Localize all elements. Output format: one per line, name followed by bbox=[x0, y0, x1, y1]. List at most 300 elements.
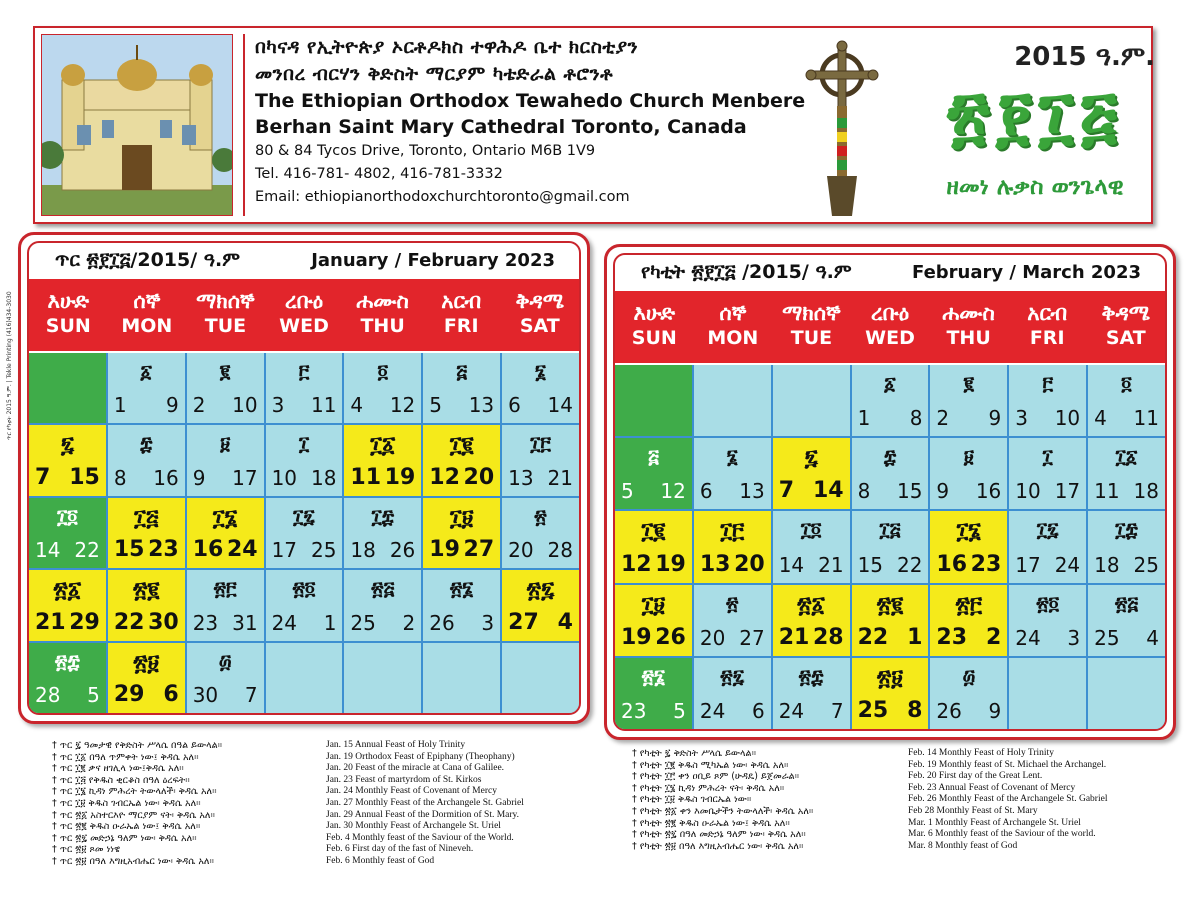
ethiopian-day-arabic: 2 bbox=[936, 406, 950, 431]
day-cell bbox=[187, 498, 264, 568]
ethiopian-day-arabic: 15 bbox=[113, 537, 145, 563]
day-cell bbox=[694, 585, 771, 656]
ethiopian-day-arabic: 22 bbox=[113, 609, 145, 635]
gregorian-day: 20 bbox=[734, 551, 765, 577]
gregorian-day: 24 bbox=[226, 537, 258, 563]
day-cell bbox=[108, 425, 185, 495]
ethiopian-day-number: ፬ bbox=[377, 361, 389, 383]
cal1-title-amharic: ጥር ፳፻፲፭/2015/ ዓ.ም bbox=[55, 249, 240, 271]
ethiopian-day-arabic: 27 bbox=[508, 609, 539, 635]
day-cell bbox=[852, 658, 929, 729]
ethiopian-day-number: ፲፩ bbox=[1115, 446, 1138, 469]
ethiopian-day-arabic: 21 bbox=[35, 609, 66, 635]
gregorian-day: 2 bbox=[985, 624, 1002, 650]
gregorian-day: 16 bbox=[153, 465, 179, 490]
gregorian-day: 8 bbox=[909, 406, 923, 431]
gregorian-day: 14 bbox=[547, 393, 573, 418]
header-banner bbox=[33, 26, 1153, 224]
day-cell bbox=[773, 658, 850, 729]
ethiopian-day-arabic: 6 bbox=[699, 479, 713, 504]
note: Feb. 6 Monthly feast of God bbox=[326, 855, 435, 866]
ethiopian-day-arabic: 19 bbox=[429, 537, 460, 563]
note: Feb. 26 Monthly Feast of the Archangele St. Gabriel bbox=[908, 794, 1108, 805]
note: Feb. 20 First day of the Great Lent. bbox=[908, 771, 1043, 782]
day-cell bbox=[344, 570, 421, 640]
day-cell bbox=[423, 570, 500, 640]
note: † የካቲት ፲፮ ኪዳነ ምሕረት ናት፡ ቅዳሴ አለ። bbox=[632, 782, 785, 794]
gregorian-day: 15 bbox=[69, 464, 100, 490]
gregorian-day: 8 bbox=[907, 697, 923, 723]
gregorian-day: 18 bbox=[1133, 479, 1159, 504]
gregorian-day: 10 bbox=[232, 393, 258, 418]
ethiopian-day-arabic: 17 bbox=[271, 538, 298, 563]
note: † ጥር ፲፭ የቅዱስ ቂርቆስ በዓለ ዕረፍት። bbox=[52, 774, 190, 786]
note: Feb 28 Monthly Feast of St. Mary bbox=[908, 805, 1038, 816]
ethiopian-day-arabic: 29 bbox=[113, 682, 145, 707]
weekday-mon: ሰኞ MON bbox=[707, 301, 759, 349]
ethiopian-day-arabic: 10 bbox=[271, 465, 298, 490]
ethiopian-day-arabic: 23 bbox=[192, 610, 219, 635]
ethiopian-day-arabic: 11 bbox=[350, 464, 382, 490]
day-cell bbox=[29, 570, 106, 640]
day-cell bbox=[108, 643, 185, 713]
ethiopian-day-number: ፳፰ bbox=[798, 665, 824, 688]
day-cell bbox=[1009, 511, 1086, 582]
day-cell bbox=[694, 365, 771, 436]
day-cell bbox=[773, 511, 850, 582]
ethiopian-day-number: ፳፪ bbox=[876, 592, 904, 618]
note: † የካቲት ፳፪ ቅዱስ ዑራኤል ነው፤ ቅዳሴ አለ። bbox=[632, 817, 790, 829]
ethiopian-day-number: ፱ bbox=[963, 446, 974, 469]
day-cell bbox=[1088, 585, 1165, 656]
ethiopian-day-number: ፯ bbox=[804, 446, 818, 472]
church-info bbox=[243, 34, 806, 216]
day-cell bbox=[852, 511, 929, 582]
ethiopian-day-number: ፱ bbox=[220, 433, 231, 456]
ethiopian-day-number: ፭ bbox=[456, 361, 468, 383]
ethiopian-day-number: ፲፫ bbox=[720, 519, 745, 545]
day-cell bbox=[29, 425, 106, 495]
big-year-geez: ፳፻፲፭ bbox=[946, 77, 1124, 154]
note: † ጥር ፳፱ ጾመ ነነዌ bbox=[52, 844, 121, 856]
ethiopian-day-number: ፳፫ bbox=[213, 578, 237, 601]
day-cell bbox=[344, 425, 421, 495]
day-cell bbox=[852, 365, 929, 436]
gregorian-day: 15 bbox=[896, 479, 923, 504]
note: Feb. 19 Monthly feast of St. Michael the Archangel. bbox=[908, 759, 1107, 770]
ethiopian-day-arabic: 11 bbox=[1094, 479, 1120, 504]
day-cell bbox=[502, 498, 579, 568]
church-name-english-1: The Ethiopian Orthodox Tewahedo Church Menbere bbox=[255, 90, 806, 112]
note: † ጥር ፲፮ ኪዳነ ምሕረት ትውላለች፡ ቅዳሴ አለ። bbox=[52, 786, 217, 798]
day-cell bbox=[423, 643, 500, 713]
day-cell bbox=[502, 570, 579, 640]
day-cell bbox=[773, 585, 850, 656]
ethiopian-day-arabic: 10 bbox=[1015, 479, 1041, 504]
note: Jan. 20 Feast of the miracle at Cana of Galilee. bbox=[326, 763, 505, 774]
gregorian-day: 21 bbox=[818, 552, 844, 577]
ethiopian-day-arabic: 12 bbox=[621, 551, 652, 577]
ethiopian-day-number: ፮ bbox=[535, 361, 547, 383]
ethiopian-day-arabic: 24 bbox=[699, 698, 726, 723]
weekday-wed: ረቡዕ WED bbox=[279, 289, 329, 337]
gregorian-day: 30 bbox=[148, 609, 179, 635]
note: † ጥር ፲፱ ቅዱስ ገብርኤል ነው፡ ቅዳሴ አለ። bbox=[52, 797, 201, 809]
calendar-january-february bbox=[18, 232, 590, 724]
ethiopian-day-arabic: 15 bbox=[857, 552, 884, 577]
ethiopian-day-number: ፲፬ bbox=[57, 505, 78, 528]
gregorian-day: 19 bbox=[384, 464, 416, 490]
gregorian-day: 31 bbox=[232, 610, 258, 635]
cal2-weekday-header bbox=[615, 291, 1165, 363]
weekday-sun: እሁድ SUN bbox=[631, 301, 677, 349]
ethiopian-day-number: ፲፫ bbox=[530, 433, 551, 456]
day-cell bbox=[266, 353, 343, 423]
note: † ጥር ፳፩ አስተርእዮ ማርያም ናት፡ ቅዳሴ አለ። bbox=[52, 809, 215, 821]
gregorian-day: 23 bbox=[148, 537, 179, 563]
day-cell bbox=[615, 511, 692, 582]
ethiopian-day-arabic: 2 bbox=[192, 393, 206, 418]
gregorian-day: 13 bbox=[739, 479, 765, 504]
ethiopian-day-number: ፳፯ bbox=[720, 665, 745, 688]
ethiopian-day-number: ፲ bbox=[1042, 446, 1053, 469]
gregorian-day: 19 bbox=[655, 551, 686, 577]
ethiopian-day-number: ፳፭ bbox=[1114, 592, 1139, 615]
note: † የካቲት ፳፩ ቀን እመቤታችን ትውላለች፡ ቅዳሴ አለ። bbox=[632, 805, 814, 817]
day-cell bbox=[615, 658, 692, 729]
note: Feb. 4 Monthly feast of the Saviour of the World. bbox=[326, 832, 514, 843]
note: † ጥር ፯ ዓመታዊ የቅድስት ሥላሴ በዓል ይውላል። bbox=[52, 740, 223, 751]
gregorian-day: 3 bbox=[1067, 625, 1081, 650]
day-cell bbox=[29, 498, 106, 568]
ethiopian-day-arabic: 4 bbox=[350, 393, 364, 418]
day-cell bbox=[266, 498, 343, 568]
ethiopian-day-number: ፩ bbox=[884, 373, 896, 395]
ethiopian-day-arabic: 24 bbox=[271, 610, 298, 635]
day-cell bbox=[29, 353, 106, 423]
ethiopian-day-arabic: 7 bbox=[35, 464, 51, 490]
day-cell bbox=[1009, 365, 1086, 436]
gregorian-day: 4 bbox=[557, 609, 573, 635]
weekday-thu: ሐሙስ THU bbox=[942, 301, 995, 349]
church-phone: Tel. 416-781- 4802, 416-781-3332 bbox=[255, 166, 503, 182]
ethiopian-day-number: ፲፪ bbox=[449, 433, 474, 459]
day-cell bbox=[266, 425, 343, 495]
ethiopian-day-number: ፳፩ bbox=[797, 592, 826, 618]
ethiopian-day-number: ፲ bbox=[298, 433, 310, 456]
cal2-notes-english bbox=[908, 748, 1107, 852]
ethiopian-day-number: ፲፱ bbox=[450, 505, 474, 531]
gregorian-day: 6 bbox=[163, 682, 179, 707]
ethiopian-day-arabic: 8 bbox=[857, 479, 871, 504]
gregorian-day: 6 bbox=[751, 698, 765, 723]
ethiopian-day-arabic: 26 bbox=[936, 698, 962, 723]
ethiopian-day-number: ፳፪ bbox=[133, 578, 160, 604]
gregorian-day: 22 bbox=[896, 552, 923, 577]
day-cell bbox=[108, 353, 185, 423]
ethiopian-day-number: ፲፪ bbox=[641, 519, 666, 545]
note: † የካቲት ፲፱ ቅዱስ ገብርኤል ነው። bbox=[632, 794, 752, 806]
day-cell bbox=[615, 438, 692, 509]
day-cell bbox=[930, 365, 1007, 436]
ethiopian-day-arabic: 17 bbox=[1015, 552, 1041, 577]
note: † ጥር ፳፱ በዓለ እግዚአብሔር ነው፡ ቅዳሴ አለ። bbox=[52, 855, 214, 867]
weekday-sun: እሁድ SUN bbox=[45, 289, 91, 337]
gregorian-day: 12 bbox=[660, 479, 686, 504]
ethiopian-day-arabic: 16 bbox=[192, 537, 224, 563]
day-cell bbox=[423, 353, 500, 423]
weekday-sat: ቅዳሜ SAT bbox=[515, 289, 565, 337]
weekday-fri: አርብ FRI bbox=[441, 289, 482, 337]
ethiopian-day-number: ፳፱ bbox=[877, 665, 903, 691]
gregorian-day: 17 bbox=[1054, 479, 1081, 504]
cal1-notes-amharic bbox=[52, 740, 222, 868]
note: † የካቲት ፲፪ ቅዱስ ሚካኤል ነው፡ ቅዳሴ አለ። bbox=[632, 759, 789, 771]
gregorian-day: 28 bbox=[812, 624, 844, 650]
ethiopian-day-arabic: 6 bbox=[508, 393, 521, 418]
day-cell bbox=[852, 585, 929, 656]
day-cell bbox=[266, 570, 343, 640]
gregorian-day: 17 bbox=[232, 465, 258, 490]
day-cell bbox=[344, 498, 421, 568]
church-name-amharic-1: በካናዳ የኢትዮጵያ ኦርቶዶክስ ተዋሕዶ ቤተ ክርስቲያን bbox=[255, 36, 639, 58]
ethiopian-day-arabic: 1 bbox=[113, 393, 127, 418]
gregorian-day: 5 bbox=[673, 698, 686, 723]
ethiopian-day-number: ፪ bbox=[963, 373, 975, 395]
gregorian-day: 25 bbox=[310, 538, 337, 563]
gregorian-day: 9 bbox=[988, 406, 1002, 431]
ethiopian-day-arabic: 13 bbox=[508, 465, 534, 490]
ethiopian-day-arabic: 21 bbox=[778, 624, 810, 650]
ethiopian-day-number: ፲፮ bbox=[956, 519, 982, 545]
ethiopian-day-number: ፲፩ bbox=[370, 433, 396, 459]
note: † ጥር ፳፪ ቅዱስ ዑራኤል ነው፤ ቅዳሴ አለ። bbox=[52, 821, 201, 833]
cal1-title-english: January / February 2023 bbox=[311, 250, 555, 271]
ethiopian-day-arabic: 5 bbox=[621, 479, 634, 504]
gregorian-day: 14 bbox=[812, 478, 844, 504]
church-address: 80 & 84 Tycos Drive, Toronto, Ontario M6B 1V9 bbox=[255, 143, 596, 159]
ethiopian-day-arabic: 24 bbox=[1015, 625, 1041, 650]
note: † ጥር ፲፪ ቃና ዘገሊላ ነው፤ቅዳሴ አለ። bbox=[52, 763, 184, 775]
gospel-era: ዘመነ ሉቃስ ወንጌላዊ bbox=[946, 174, 1124, 200]
gregorian-day: 1 bbox=[907, 624, 923, 650]
weekday-fri: አርብ FRI bbox=[1027, 301, 1068, 349]
weekday-tue: ማክሰኞ TUE bbox=[782, 301, 841, 349]
gregorian-day: 23 bbox=[970, 551, 1002, 577]
note: Jan. 23 Feast of martyrdom of St. Kirkos bbox=[326, 774, 482, 785]
note: Jan. 27 Monthly Feast of the Archangele St. Gabriel bbox=[326, 797, 524, 808]
ethiopian-day-arabic: 30 bbox=[192, 683, 219, 707]
ethiopian-day-arabic: 7 bbox=[778, 478, 795, 504]
church-name-amharic-2: መንበረ ብርሃን ቅድስት ማርያም ካቴድራል ቶሮንቶ bbox=[255, 63, 614, 85]
ethiopian-day-number: ፳፯ bbox=[526, 578, 555, 604]
gregorian-day: 20 bbox=[463, 464, 495, 490]
day-cell bbox=[694, 438, 771, 509]
gregorian-day: 3 bbox=[481, 610, 495, 635]
day-cell bbox=[773, 365, 850, 436]
cal2-title-amharic: የካቲት ፳፻፲፭ /2015/ ዓ.ም bbox=[641, 261, 852, 283]
day-cell bbox=[694, 658, 771, 729]
note: Mar. 8 Monthly feast of God bbox=[908, 840, 1018, 851]
ethiopian-day-number: ፲፮ bbox=[212, 505, 238, 531]
ethiopian-day-arabic: 18 bbox=[350, 538, 376, 563]
ethiopian-day-number: ፭ bbox=[647, 446, 659, 469]
ethiopian-day-arabic: 20 bbox=[699, 625, 726, 650]
ethiopian-day-arabic: 3 bbox=[1015, 406, 1029, 431]
day-cell bbox=[1088, 365, 1165, 436]
ethiopian-day-number: ፳፬ bbox=[292, 578, 316, 601]
gregorian-day: 27 bbox=[739, 625, 765, 650]
gregorian-day: 29 bbox=[69, 609, 100, 635]
ethiopian-day-number: ፳፩ bbox=[53, 578, 82, 604]
day-cell bbox=[502, 425, 579, 495]
gregorian-day: 5 bbox=[87, 683, 100, 707]
day-cell bbox=[29, 643, 106, 713]
ethiopian-day-number: ፳፰ bbox=[55, 650, 80, 673]
note: † የካቲት ፯ ቅድስት ሥላሴ ይውላል። bbox=[632, 748, 757, 759]
ethiopian-day-arabic: 5 bbox=[429, 393, 443, 418]
day-cell bbox=[1088, 511, 1165, 582]
ethiopian-day-arabic: 28 bbox=[35, 683, 61, 707]
ethiopian-day-number: ፰ bbox=[140, 433, 153, 456]
ethiopian-day-arabic: 16 bbox=[936, 551, 968, 577]
day-cell bbox=[1009, 438, 1086, 509]
day-cell bbox=[423, 498, 500, 568]
ethiopian-day-arabic: 13 bbox=[699, 551, 731, 577]
ethiopian-day-number: ፲፭ bbox=[879, 519, 901, 542]
day-cell bbox=[423, 425, 500, 495]
ethiopian-day-arabic: 25 bbox=[1094, 625, 1120, 650]
calendar-february-march bbox=[604, 244, 1176, 740]
ethiopian-day-arabic: 25 bbox=[350, 610, 376, 635]
day-cell bbox=[930, 511, 1007, 582]
day-cell bbox=[266, 643, 343, 713]
ethiopian-day-number: ፲፱ bbox=[641, 592, 666, 618]
note: † የካቲት ፲፫ ቀን ዐቢይ ጾም (ሁዳዴ) ይጀመራል። bbox=[632, 771, 800, 783]
gregorian-day: 9 bbox=[165, 393, 179, 418]
ethiopian-day-arabic: 25 bbox=[857, 697, 889, 723]
note: Feb. 14 Monthly Feast of Holy Trinity bbox=[908, 748, 1054, 758]
note: Jan. 29 Annual Feast of the Dormition of St. Mary. bbox=[326, 809, 520, 820]
ethiopian-day-arabic: 1 bbox=[857, 406, 871, 431]
gregorian-day: 21 bbox=[547, 465, 573, 490]
ethiopian-day-arabic: 12 bbox=[429, 464, 460, 490]
day-cell bbox=[1009, 658, 1086, 729]
note: † ጥር ፳፯ መድኃኔ ዓለም ነው፡ ቅዳሴ አለ። bbox=[52, 832, 197, 844]
ethiopian-day-arabic: 20 bbox=[508, 538, 534, 563]
ethiopian-day-number: ፲፭ bbox=[134, 505, 159, 531]
gregorian-day: 26 bbox=[389, 538, 416, 563]
ethiopian-day-number: ፲፰ bbox=[1115, 519, 1138, 542]
day-cell bbox=[615, 585, 692, 656]
printer-note: ጥር የካቲት 2015 ዓ.ም. | Tekle Printing (416)434-3030 bbox=[6, 291, 13, 440]
day-cell bbox=[187, 353, 264, 423]
ethiopian-day-arabic: 24 bbox=[778, 698, 805, 723]
ethiopian-day-arabic: 4 bbox=[1094, 406, 1107, 431]
gregorian-day: 12 bbox=[389, 393, 416, 418]
day-cell bbox=[773, 438, 850, 509]
ethiopian-day-number: ፩ bbox=[140, 361, 153, 383]
ethiopian-day-arabic: 19 bbox=[621, 624, 652, 650]
day-cell bbox=[344, 643, 421, 713]
day-cell bbox=[344, 353, 421, 423]
ethiopian-day-arabic: 14 bbox=[778, 552, 805, 577]
ethiopian-day-arabic: 26 bbox=[429, 610, 455, 635]
note: Jan. 19 Orthodox Feast of Epiphany (Theophany) bbox=[326, 751, 515, 762]
weekday-sat: ቅዳሜ SAT bbox=[1101, 301, 1151, 349]
ethiopian-day-number: ፰ bbox=[883, 446, 897, 469]
note: Jan. 30 Monthly Feast of Archangele St. Uriel bbox=[326, 821, 501, 832]
ethiopian-day-number: ፴ bbox=[218, 650, 232, 673]
cal1-notes-english bbox=[326, 740, 524, 868]
note: † የካቲት ፳፯ በዓለ መድኃኔ ዓለም ነው፡ ቅዳሴ አለ። bbox=[632, 829, 806, 841]
cal2-title-english: February / March 2023 bbox=[912, 262, 1141, 283]
day-cell bbox=[1088, 658, 1165, 729]
ethiopian-day-arabic: 3 bbox=[271, 393, 285, 418]
gregorian-day: 26 bbox=[655, 624, 686, 650]
ethiopian-day-number: ፲፯ bbox=[293, 505, 315, 528]
gregorian-day: 2 bbox=[402, 610, 416, 635]
day-cell bbox=[187, 643, 264, 713]
gregorian-day: 27 bbox=[463, 537, 495, 563]
day-cell bbox=[930, 585, 1007, 656]
ethiopian-day-arabic: 14 bbox=[35, 538, 61, 563]
day-cell bbox=[615, 365, 692, 436]
day-cell bbox=[108, 570, 185, 640]
day-cell bbox=[1009, 585, 1086, 656]
gregorian-day: 7 bbox=[830, 698, 844, 723]
day-cell bbox=[108, 498, 185, 568]
gregorian-day: 1 bbox=[323, 610, 337, 635]
church-name-english-2: Berhan Saint Mary Cathedral Toronto, Canada bbox=[255, 116, 747, 138]
day-cell bbox=[502, 353, 579, 423]
ethiopian-day-number: ፳፫ bbox=[955, 592, 983, 618]
ethiopian-day-number: ፳ bbox=[534, 505, 547, 528]
ethiopian-day-number: ፬ bbox=[1121, 373, 1132, 395]
ethiopian-day-number: ፲፰ bbox=[371, 505, 395, 528]
cal2-day-grid bbox=[615, 365, 1165, 729]
ethiopian-day-arabic: 8 bbox=[113, 465, 127, 490]
day-cell bbox=[930, 438, 1007, 509]
ethiopian-day-number: ፫ bbox=[298, 361, 310, 383]
ethiopian-day-number: ፳፱ bbox=[133, 650, 160, 676]
gregorian-day: 16 bbox=[975, 479, 1002, 504]
ethiopian-day-number: ፴ bbox=[962, 665, 976, 688]
note: Feb. 23 Annual Feast of Covenant of Mercy bbox=[908, 782, 1076, 793]
gregorian-day: 22 bbox=[74, 538, 100, 563]
ethiopian-day-arabic: 23 bbox=[621, 698, 647, 723]
ethiopian-day-number: ፳ bbox=[726, 592, 739, 615]
note: Jan. 15 Annual Feast of Holy Trinity bbox=[326, 740, 466, 750]
ethiopian-day-number: ፮ bbox=[726, 446, 738, 469]
weekday-tue: ማክሰኞ TUE bbox=[196, 289, 255, 337]
ethiopian-day-arabic: 18 bbox=[1094, 552, 1120, 577]
gregorian-day: 11 bbox=[1133, 406, 1159, 431]
gregorian-day: 18 bbox=[310, 465, 337, 490]
gregorian-day: 9 bbox=[988, 698, 1002, 723]
note: † የካቲት ፳፱ በዓለ እግዚአብሔር ነው፡ ቅዳሴ አለ። bbox=[632, 840, 804, 852]
gregorian-day: 4 bbox=[1146, 625, 1159, 650]
note: Jan. 24 Monthly Feast of Covenant of Mercy bbox=[326, 786, 497, 797]
cal2-notes-amharic bbox=[632, 748, 813, 852]
gregorian-day: 24 bbox=[1054, 552, 1081, 577]
ethiopian-day-number: ፳፮ bbox=[641, 665, 666, 688]
ethiopian-day-number: ፳፭ bbox=[371, 578, 395, 601]
year-label: 2015 ዓ.ም. bbox=[1014, 42, 1155, 72]
note: Mar. 6 Monthly feast of the Saviour of the world. bbox=[908, 829, 1096, 840]
weekday-wed: ረቡዕ WED bbox=[865, 301, 915, 349]
gregorian-day: 11 bbox=[310, 393, 337, 418]
